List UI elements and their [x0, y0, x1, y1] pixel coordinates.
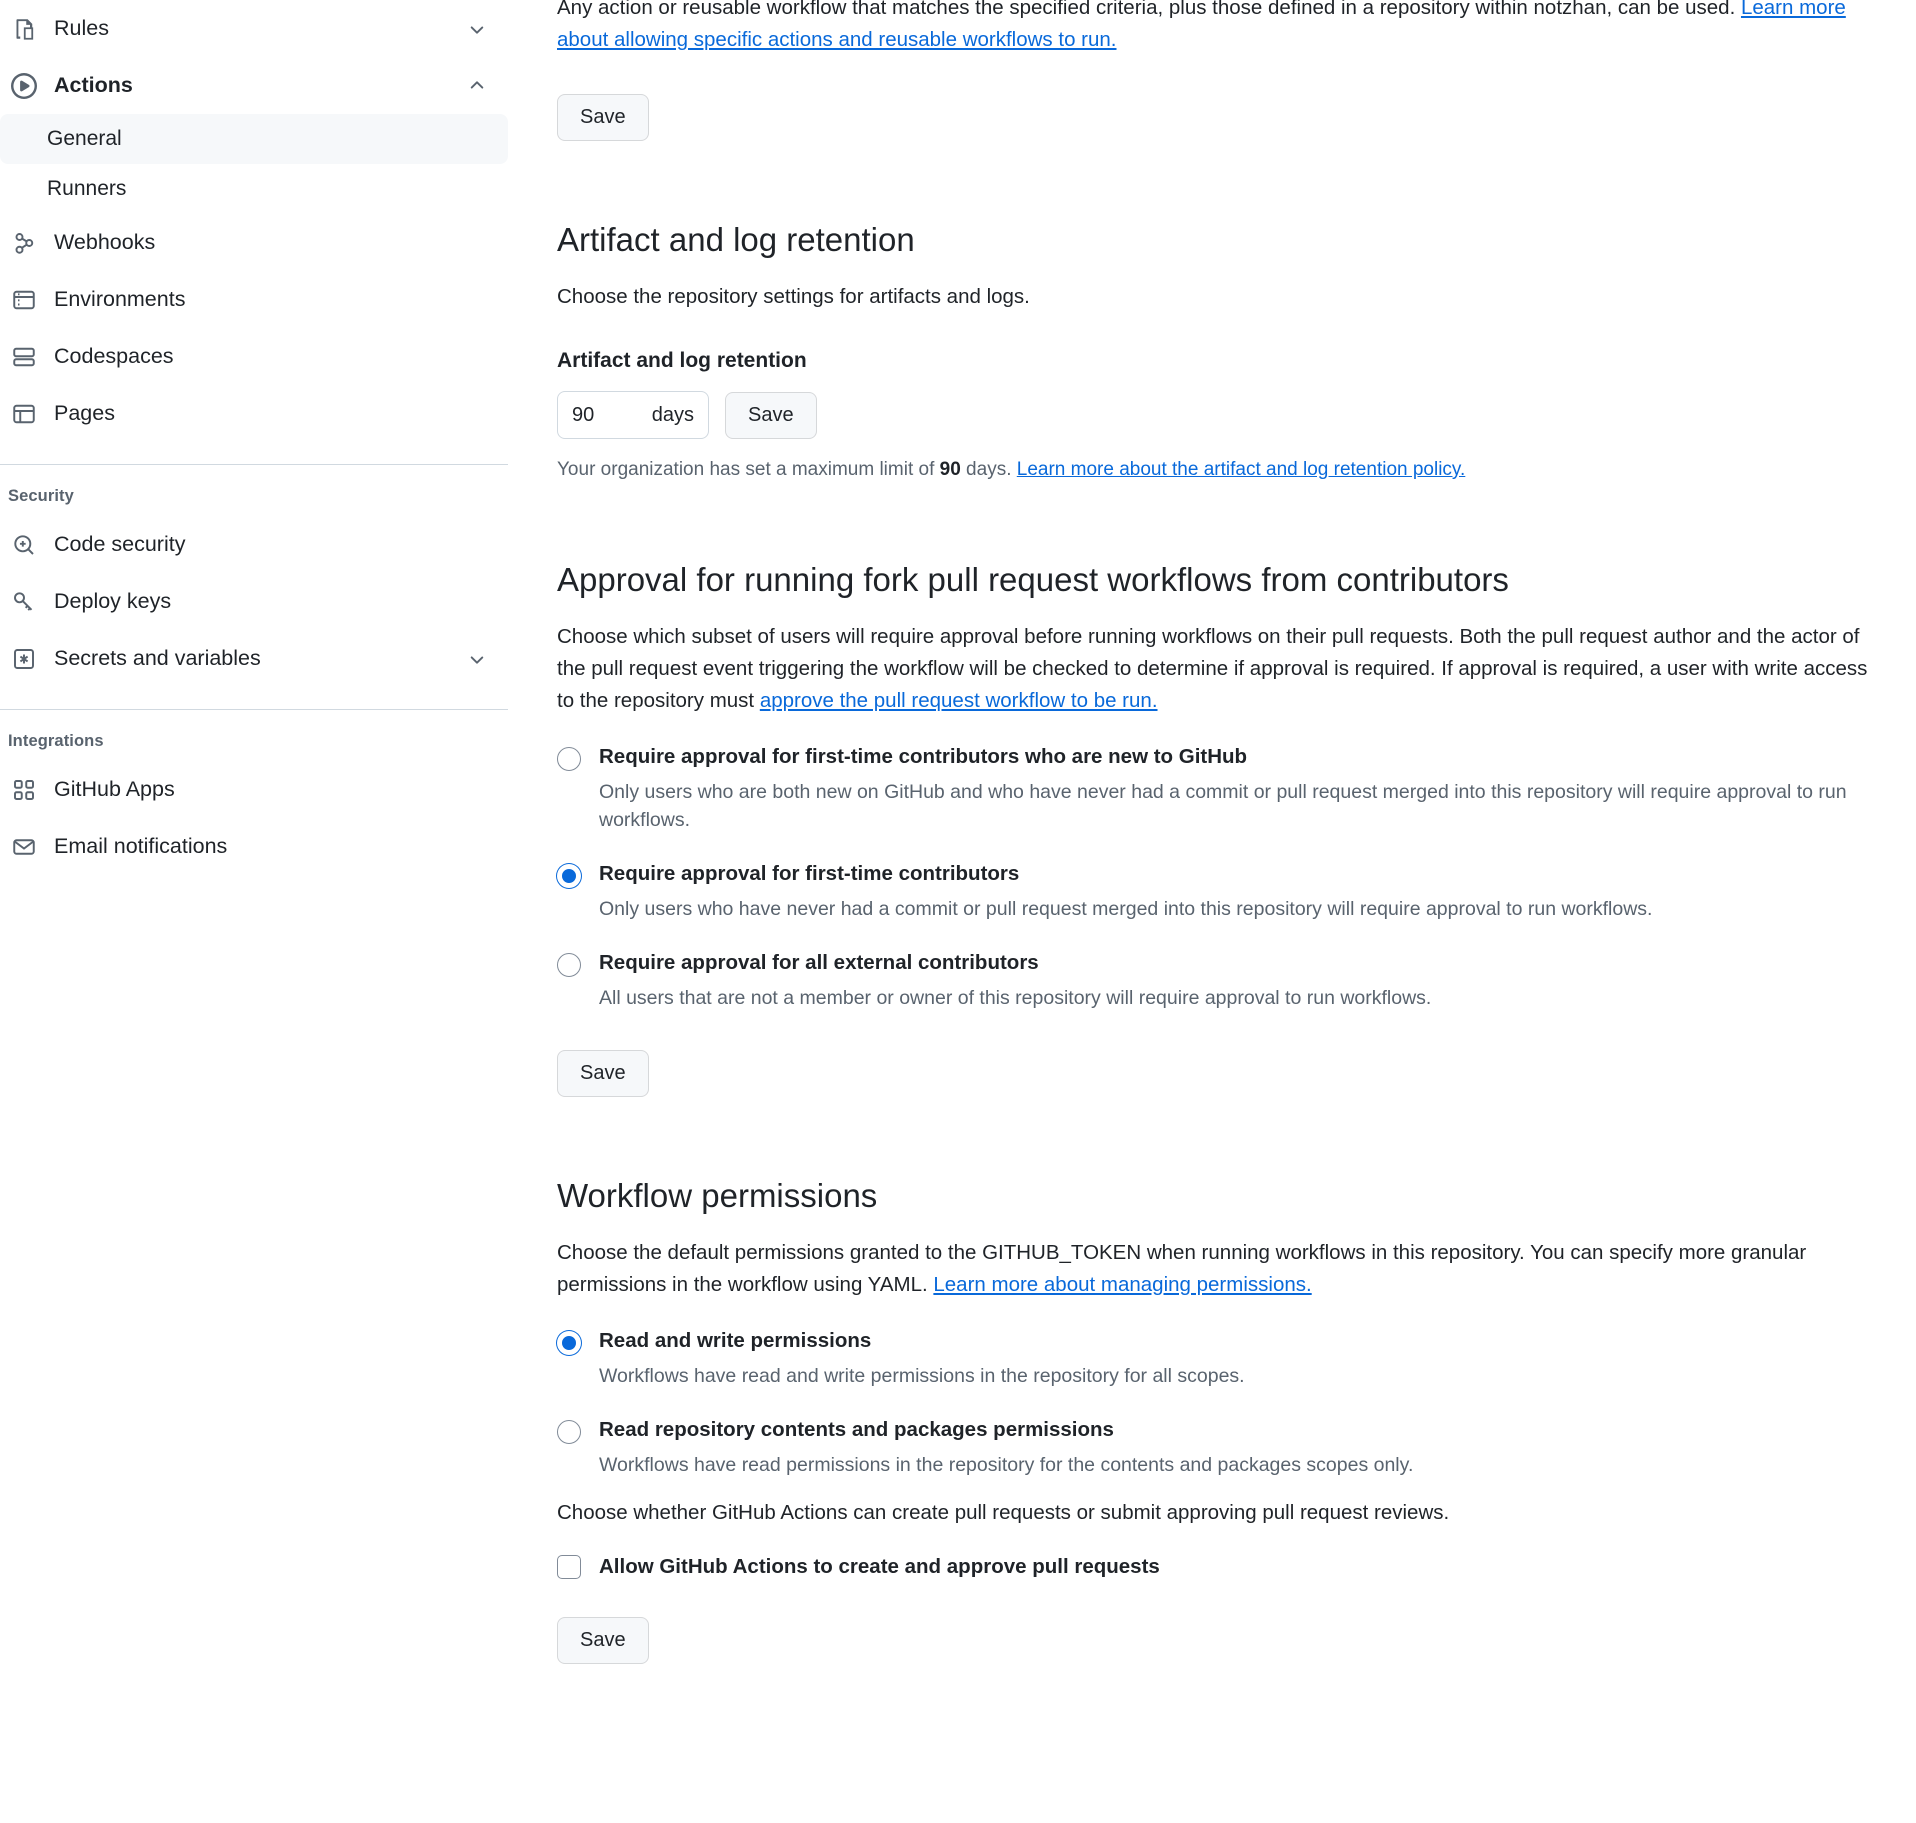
shield-check-icon — [10, 531, 38, 559]
fork-approval-option-first-time[interactable] — [557, 860, 1876, 923]
sidebar-item-actions-runners[interactable] — [0, 164, 508, 214]
artifact-retention-note-limit: 90 — [939, 459, 961, 480]
sidebar-item-label: Rules — [54, 16, 109, 40]
artifact-retention-policy-link[interactable]: Learn more about the artifact and log retention policy. — [1016, 459, 1466, 480]
artifact-retention-heading: Artifact and log retention — [557, 221, 915, 258]
sidebar-item-environments[interactable] — [0, 271, 508, 328]
chevron-down-icon[interactable] — [466, 18, 488, 40]
fork-approval-save-wrap — [557, 1050, 1876, 1097]
artifact-retention-input[interactable] — [557, 391, 709, 439]
allowed-actions-learn-more-link[interactable]: Learn more about allowing specific actions and reusable workflows to run. — [557, 0, 1846, 51]
option-description: Only users who are both new on GitHub and who have never had a commit or pull request merged into this repository will require approval to run workflows. — [599, 781, 1847, 831]
sidebar-item-github-apps[interactable] — [0, 761, 508, 818]
mail-icon — [10, 833, 38, 861]
artifact-retention-subheading: Artifact and log retention — [557, 349, 807, 372]
checkbox-icon[interactable] — [557, 1555, 581, 1579]
sidebar-item-label: Code security — [54, 532, 186, 556]
chevron-up-icon[interactable] — [466, 75, 488, 97]
fork-approval-description — [557, 621, 1876, 717]
webhook-icon — [10, 229, 38, 257]
sidebar-item-deploy-keys[interactable] — [0, 573, 508, 630]
sidebar-item-label: Pages — [54, 401, 115, 425]
sidebar-item-code-security[interactable] — [0, 516, 508, 573]
option-description: Only users who have never had a commit or pull request merged into this repository will require approval to run workflows. — [599, 898, 1653, 920]
sidebar-item-label: Codespaces — [54, 344, 174, 368]
artifact-retention-row — [557, 391, 1876, 439]
server-icon — [10, 286, 38, 314]
allow-actions-create-approve-pr-label: Allow GitHub Actions to create and approve pull requests — [599, 1555, 1160, 1578]
sidebar-item-pages[interactable] — [0, 385, 508, 442]
fork-approval-heading: Approval for running fork pull request workflows from contributors — [557, 561, 1509, 598]
settings-main — [520, 0, 1916, 1823]
option-title: Read repository contents and packages permissions — [599, 1418, 1114, 1441]
workflow-permissions-learn-more-link[interactable]: Learn more about managing permissions. — [933, 1273, 1312, 1296]
option-title: Require approval for all external contributors — [599, 951, 1039, 974]
artifact-retention-note — [557, 459, 1876, 481]
radio-icon[interactable] — [557, 1420, 581, 1444]
radio-icon[interactable] — [557, 747, 581, 771]
sidebar-item-label: Secrets and variables — [54, 646, 261, 670]
sidebar-item-label: Email notifications — [54, 834, 228, 858]
sidebar-nav-list — [0, 0, 520, 875]
radio-icon[interactable] — [557, 953, 581, 977]
artifact-retention-value: 90 — [572, 403, 595, 426]
sidebar-item-label: GitHub Apps — [54, 777, 175, 801]
option-description: Workflows have read permissions in the repository for the contents and packages scopes only. — [599, 1454, 1414, 1476]
fork-approval-save-button[interactable]: Save — [557, 1050, 649, 1097]
sidebar-item-secrets-and-variables[interactable] — [0, 630, 508, 687]
workflow-permissions-heading: Workflow permissions — [557, 1177, 878, 1214]
artifact-retention-note-after: days. — [960, 459, 1017, 480]
allowed-actions-note-text: Any action or reusable workflow that matches the specified criteria, plus those defined in a repository within notzhan, can be used. — [557, 0, 1741, 19]
sidebar-item-label: Actions — [54, 73, 133, 97]
sidebar-subitem-label: General — [47, 127, 122, 150]
allowed-actions-note — [557, 0, 1876, 56]
codespaces-icon — [10, 343, 38, 371]
settings-sidebar — [0, 0, 520, 1823]
sidebar-group-security: Security — [8, 487, 74, 505]
workflow-permissions-save-button[interactable]: Save — [557, 1617, 649, 1664]
sidebar-group-integrations: Integrations — [8, 732, 104, 750]
pull-request-permission-question: Choose whether GitHub Actions can create pull requests or submit approving pull request reviews. — [557, 1501, 1450, 1524]
workflow-permission-read-only[interactable] — [557, 1416, 1876, 1479]
book-icon — [10, 15, 38, 43]
fork-approval-workflow-link[interactable]: approve the pull request workflow to be run. — [759, 689, 1158, 712]
allow-actions-create-approve-pr-row[interactable] — [557, 1555, 1876, 1579]
allowed-actions-save-wrap — [557, 94, 1876, 141]
option-description: All users that are not a member or owner of this repository will require approval to run workflows. — [599, 987, 1432, 1009]
artifact-retention-description: Choose the repository settings for artifacts and logs. — [557, 285, 1030, 308]
allowed-actions-save-button[interactable]: Save — [557, 94, 649, 141]
artifact-retention-note-before: Your organization has set a maximum limit of — [557, 459, 940, 480]
sidebar-item-actions-general[interactable] — [0, 114, 508, 164]
asterisk-icon — [10, 645, 38, 673]
chevron-down-icon[interactable] — [466, 648, 488, 670]
fork-approval-description-text: Choose which subset of users will require approval before running workflows on their pull requests. Both the pull request author and the actor of the pull request event triggering the workflow will be checked to determine if approval is required. If approval is required, a user with write access to the repository must — [557, 625, 1868, 712]
key-icon — [10, 588, 38, 616]
sidebar-item-email-notifications[interactable] — [0, 818, 508, 875]
radio-icon-selected[interactable] — [557, 1331, 581, 1355]
sidebar-item-actions[interactable] — [0, 57, 508, 114]
fork-approval-option-all-external[interactable] — [557, 949, 1876, 1012]
apps-grid-icon — [10, 776, 38, 804]
sidebar-item-label: Environments — [54, 287, 186, 311]
sidebar-item-codespaces[interactable] — [0, 328, 508, 385]
browser-icon — [10, 400, 38, 428]
artifact-retention-unit: days — [651, 403, 694, 426]
option-title: Require approval for first-time contributors — [599, 862, 1020, 885]
fork-approval-option-new-to-github[interactable] — [557, 743, 1876, 834]
radio-icon-selected[interactable] — [557, 864, 581, 888]
sidebar-item-rules[interactable] — [0, 0, 508, 57]
workflow-permission-read-write[interactable] — [557, 1327, 1876, 1390]
sidebar-item-label: Deploy keys — [54, 589, 172, 613]
workflow-permissions-description-text: Choose the default permissions granted to the GITHUB_TOKEN when running workflows in this repository. You can specify more granular permissions in the workflow using YAML. — [557, 1241, 1807, 1296]
sidebar-subitem-label: Runners — [47, 177, 127, 200]
option-title: Require approval for first-time contributors who are new to GitHub — [599, 745, 1248, 768]
option-description: Workflows have read and write permissions in the repository for all scopes. — [599, 1365, 1245, 1387]
sidebar-item-webhooks[interactable] — [0, 214, 508, 271]
artifact-retention-save-button[interactable]: Save — [725, 392, 817, 439]
workflow-permissions-save-wrap — [557, 1617, 1876, 1664]
play-icon — [10, 72, 38, 100]
option-title: Read and write permissions — [599, 1329, 872, 1352]
workflow-permissions-description — [557, 1237, 1876, 1301]
sidebar-item-label: Webhooks — [54, 230, 156, 254]
